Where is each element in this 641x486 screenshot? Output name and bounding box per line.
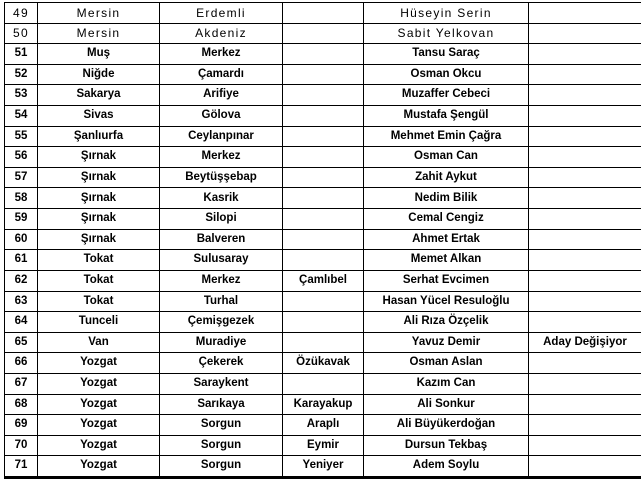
table-row <box>5 312 641 333</box>
cell-district: Çemişgezek <box>160 312 283 332</box>
cell-candidate-name: Osman Okcu <box>364 65 529 85</box>
table-row <box>5 353 641 374</box>
cell-candidate-name: Ali Büyükerdoğan <box>364 415 529 435</box>
cell-candidate-name: Serhat Evcimen <box>364 271 529 291</box>
cell-note <box>529 415 641 435</box>
cell-province: Yozgat <box>38 395 160 415</box>
cell-province: Niğde <box>38 65 160 85</box>
cell-note <box>529 395 641 415</box>
cell-candidate-name: Ahmet Ertak <box>364 230 529 250</box>
cell-candidate-name: Hasan Yücel Resuloğlu <box>364 292 529 312</box>
table-row <box>5 168 641 189</box>
cell-row-number: 71 <box>5 456 38 476</box>
cell-village <box>283 85 364 105</box>
cell-row-number: 62 <box>5 271 38 291</box>
cell-village <box>283 44 364 64</box>
cell-province: Muş <box>38 44 160 64</box>
cell-village: Eymir <box>283 436 364 456</box>
cell-district: Saraykent <box>160 374 283 394</box>
cell-row-number: 70 <box>5 436 38 456</box>
table-row <box>5 65 641 86</box>
cell-candidate-name: Ali Rıza Özçelik <box>364 312 529 332</box>
cell-province: Şırnak <box>38 230 160 250</box>
cell-village <box>283 209 364 229</box>
cell-district: Akdeniz <box>160 24 283 44</box>
cell-row-number: 51 <box>5 44 38 64</box>
candidate-table <box>4 2 641 479</box>
cell-district: Silopi <box>160 209 283 229</box>
table-row <box>5 230 641 251</box>
cell-village <box>283 106 364 126</box>
cell-province: Şırnak <box>38 209 160 229</box>
cell-candidate-name: Memet Alkan <box>364 250 529 270</box>
cell-candidate-name: Mehmet Emin Çağra <box>364 127 529 147</box>
cell-note <box>529 230 641 250</box>
cell-province: Sivas <box>38 106 160 126</box>
cell-note <box>529 127 641 147</box>
cell-row-number: 56 <box>5 147 38 167</box>
cell-district: Çekerek <box>160 353 283 373</box>
cell-village: Özükavak <box>283 353 364 373</box>
table-row <box>5 250 641 271</box>
table-row <box>5 333 641 354</box>
cell-row-number: 65 <box>5 333 38 353</box>
cell-candidate-name: Kazım Can <box>364 374 529 394</box>
cell-village: Araplı <box>283 415 364 435</box>
cell-row-number: 68 <box>5 395 38 415</box>
cell-row-number: 52 <box>5 65 38 85</box>
cell-row-number: 57 <box>5 168 38 188</box>
cell-district: Merkez <box>160 44 283 64</box>
cell-village: Karayakup <box>283 395 364 415</box>
cell-village <box>283 250 364 270</box>
table-row <box>5 24 641 45</box>
table-row <box>5 271 641 292</box>
cell-row-number: 53 <box>5 85 38 105</box>
cell-village: Çamlıbel <box>283 271 364 291</box>
cell-district: Merkez <box>160 271 283 291</box>
cell-note <box>529 250 641 270</box>
cell-candidate-name: Mustafa Şengül <box>364 106 529 126</box>
cell-note <box>529 209 641 229</box>
cell-candidate-name: Muzaffer Cebeci <box>364 85 529 105</box>
cell-province: Tokat <box>38 271 160 291</box>
cell-note <box>529 312 641 332</box>
cell-candidate-name: Yavuz Demir <box>364 333 529 353</box>
cell-district: Ceylanpınar <box>160 127 283 147</box>
cell-row-number: 50 <box>5 24 38 44</box>
cell-district: Sorgun <box>160 415 283 435</box>
cell-province: Şırnak <box>38 188 160 208</box>
cell-note <box>529 353 641 373</box>
table-row <box>5 374 641 395</box>
cell-district: Beytüşşebap <box>160 168 283 188</box>
cell-district: Erdemli <box>160 3 283 23</box>
cell-candidate-name: Dursun Tekbaş <box>364 436 529 456</box>
cell-district: Turhal <box>160 292 283 312</box>
cell-row-number: 61 <box>5 250 38 270</box>
cell-note <box>529 147 641 167</box>
cell-district: Kasrik <box>160 188 283 208</box>
cell-province: Yozgat <box>38 415 160 435</box>
cell-district: Gölova <box>160 106 283 126</box>
cell-candidate-name: Osman Aslan <box>364 353 529 373</box>
table-row <box>5 456 641 476</box>
cell-province: Şırnak <box>38 147 160 167</box>
cell-province: Sakarya <box>38 85 160 105</box>
cell-district: Sorgun <box>160 456 283 476</box>
cell-candidate-name: Sabit Yelkovan <box>364 24 529 44</box>
cell-note <box>529 3 641 23</box>
cell-candidate-name: Adem Soylu <box>364 456 529 476</box>
cell-province: Mersin <box>38 24 160 44</box>
cell-row-number: 63 <box>5 292 38 312</box>
cell-candidate-name: Zahit Aykut <box>364 168 529 188</box>
cell-note <box>529 456 641 476</box>
cell-district: Sulusaray <box>160 250 283 270</box>
cell-village <box>283 292 364 312</box>
table-row <box>5 395 641 416</box>
cell-province: Yozgat <box>38 436 160 456</box>
cell-note <box>529 106 641 126</box>
cell-row-number: 64 <box>5 312 38 332</box>
cell-row-number: 59 <box>5 209 38 229</box>
cell-note <box>529 44 641 64</box>
cell-province: Şırnak <box>38 168 160 188</box>
cell-province: Tunceli <box>38 312 160 332</box>
table-row <box>5 106 641 127</box>
cell-row-number: 55 <box>5 127 38 147</box>
cell-province: Yozgat <box>38 456 160 476</box>
cell-village <box>283 312 364 332</box>
cell-province: Yozgat <box>38 374 160 394</box>
table-row <box>5 127 641 148</box>
cell-note <box>529 436 641 456</box>
cell-village <box>283 168 364 188</box>
table-row <box>5 436 641 457</box>
cell-candidate-name: Ali Sonkur <box>364 395 529 415</box>
cell-row-number: 49 <box>5 3 38 23</box>
cell-row-number: 54 <box>5 106 38 126</box>
cell-district: Arifiye <box>160 85 283 105</box>
cell-village <box>283 3 364 23</box>
table-row <box>5 415 641 436</box>
cell-province: Tokat <box>38 250 160 270</box>
cell-district: Balveren <box>160 230 283 250</box>
table-row <box>5 209 641 230</box>
cell-province: Mersin <box>38 3 160 23</box>
cell-district: Çamardı <box>160 65 283 85</box>
cell-district: Sorgun <box>160 436 283 456</box>
cell-province: Yozgat <box>38 353 160 373</box>
table-row <box>5 188 641 209</box>
cell-province: Tokat <box>38 292 160 312</box>
cell-village <box>283 147 364 167</box>
cell-row-number: 66 <box>5 353 38 373</box>
cell-candidate-name: Cemal Cengiz <box>364 209 529 229</box>
cell-candidate-name: Osman Can <box>364 147 529 167</box>
table-row <box>5 85 641 106</box>
cell-district: Merkez <box>160 147 283 167</box>
cell-province: Van <box>38 333 160 353</box>
cell-village <box>283 24 364 44</box>
cell-row-number: 69 <box>5 415 38 435</box>
cell-village: Yeniyer <box>283 456 364 476</box>
cell-village <box>283 230 364 250</box>
cell-note <box>529 374 641 394</box>
table-row <box>5 3 641 24</box>
cell-village <box>283 374 364 394</box>
cell-note: Aday Değişiyor <box>543 335 627 348</box>
cell-province: Şanlıurfa <box>38 127 160 147</box>
table-row <box>5 44 641 65</box>
table-row <box>5 147 641 168</box>
cell-candidate-name: Nedim Bilik <box>364 188 529 208</box>
cell-district: Muradiye <box>160 333 283 353</box>
cell-note <box>529 292 641 312</box>
table-row <box>5 292 641 313</box>
cell-note <box>529 85 641 105</box>
cell-district: Sarıkaya <box>160 395 283 415</box>
cell-note <box>529 188 641 208</box>
cell-row-number: 58 <box>5 188 38 208</box>
cell-village <box>283 127 364 147</box>
cell-note <box>529 24 641 44</box>
cell-village <box>283 65 364 85</box>
cell-note <box>529 168 641 188</box>
cell-row-number: 67 <box>5 374 38 394</box>
cell-village <box>283 188 364 208</box>
cell-note <box>529 65 641 85</box>
cell-village <box>283 333 364 353</box>
cell-candidate-name: Hüseyin Serin <box>364 3 529 23</box>
cell-row-number: 60 <box>5 230 38 250</box>
cell-note <box>529 271 641 291</box>
cell-candidate-name: Tansu Saraç <box>364 44 529 64</box>
